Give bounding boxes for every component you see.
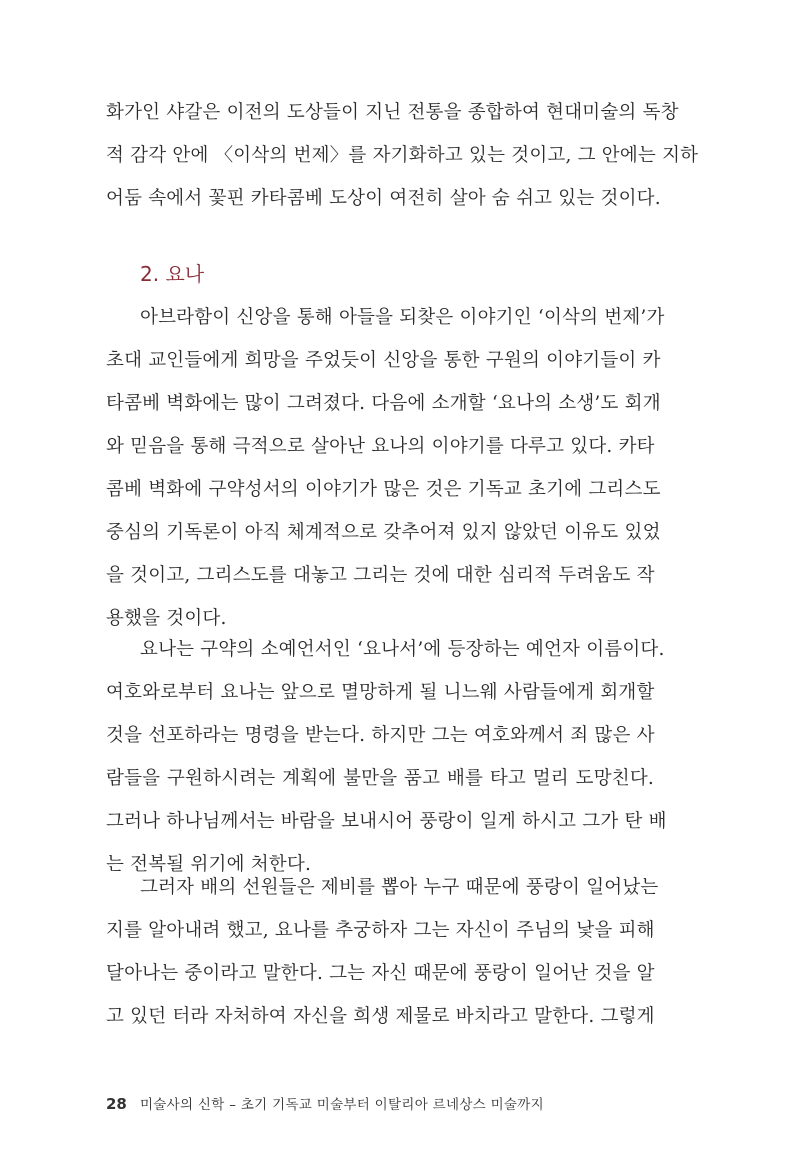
text-line: 어둠 속에서 꽃핀 카타콤베 도상이 여전히 살아 숨 쉬고 있는 것이다.: [106, 188, 661, 209]
text-line: 타콤베 벽화에는 많이 그려졌다. 다음에 소개할 ‘요나의 소생’도 회개: [106, 393, 661, 414]
text-line: 람들을 구원하시려는 계획에 불만을 품고 배를 타고 멀리 도망친다.: [106, 768, 654, 789]
text-line: 화가인 샤갈은 이전의 도상들이 지닌 전통을 종합하여 현대미술의 독창: [106, 102, 679, 123]
text-line: 요나는 구약의 소예언서인 ‘요나서’에 등장하는 예언자 이름이다.: [140, 639, 665, 660]
text-line: 초대 교인들에게 희망을 주었듯이 신앙을 통한 구원의 이야기들이 카: [106, 350, 661, 371]
text-line: 여호와로부터 요나는 앞으로 멸망하게 될 니느웨 사람들에게 회개할: [106, 682, 655, 703]
text-line: 중심의 기독론이 아직 체계적으로 갖추어져 있지 않았던 이유도 있었: [106, 522, 661, 543]
running-title: 미술사의 신학 – 초기 기독교 미술부터 이탈리아 르네상스 미술까지: [139, 1097, 544, 1113]
page-number: 28: [106, 1095, 127, 1113]
text-line: 을 것이고, 그리스도를 대놓고 그리는 것에 대한 심리적 두려움도 작: [106, 565, 655, 586]
text-line: 적 감각 안에 〈이삭의 번제〉를 자기화하고 있는 것이고, 그 안에는 지하: [106, 145, 699, 166]
text-line: 용했을 것이다.: [106, 608, 227, 629]
text-line: 것을 선포하라는 명령을 받는다. 하지만 그는 여호와께서 죄 많은 사: [106, 725, 655, 746]
page-footer: [106, 1093, 544, 1115]
text-line: 와 믿음을 통해 극적으로 살아난 요나의 이야기를 다루고 있다. 카타: [106, 436, 655, 457]
text-line: 아브라함이 신앙을 통해 아들을 되찾은 이야기인 ‘이삭의 번제’가: [140, 307, 665, 328]
section-heading: 2. 요나: [140, 262, 205, 286]
text-line: 콤베 벽화에 구약성서의 이야기가 많은 것은 기독교 초기에 그리스도: [106, 479, 661, 500]
text-line: 는 전복될 위기에 처한다.: [106, 854, 312, 875]
text-line: 그러나 하나님께서는 바람을 보내시어 풍랑이 일게 하시고 그가 탄 배: [106, 811, 667, 832]
text-line: 고 있던 터라 자처하여 자신을 희생 제물로 바치라고 말한다. 그렇게: [106, 1006, 655, 1027]
text-line: 지를 알아내려 했고, 요나를 추궁하자 그는 자신이 주님의 낯을 피해: [106, 920, 655, 941]
text-line: 달아나는 중이라고 말한다. 그는 자신 때문에 풍랑이 일어난 것을 알: [106, 963, 655, 984]
text-line: 그러자 배의 선원들은 제비를 뽑아 누구 때문에 풍랑이 일어났는: [140, 877, 659, 898]
